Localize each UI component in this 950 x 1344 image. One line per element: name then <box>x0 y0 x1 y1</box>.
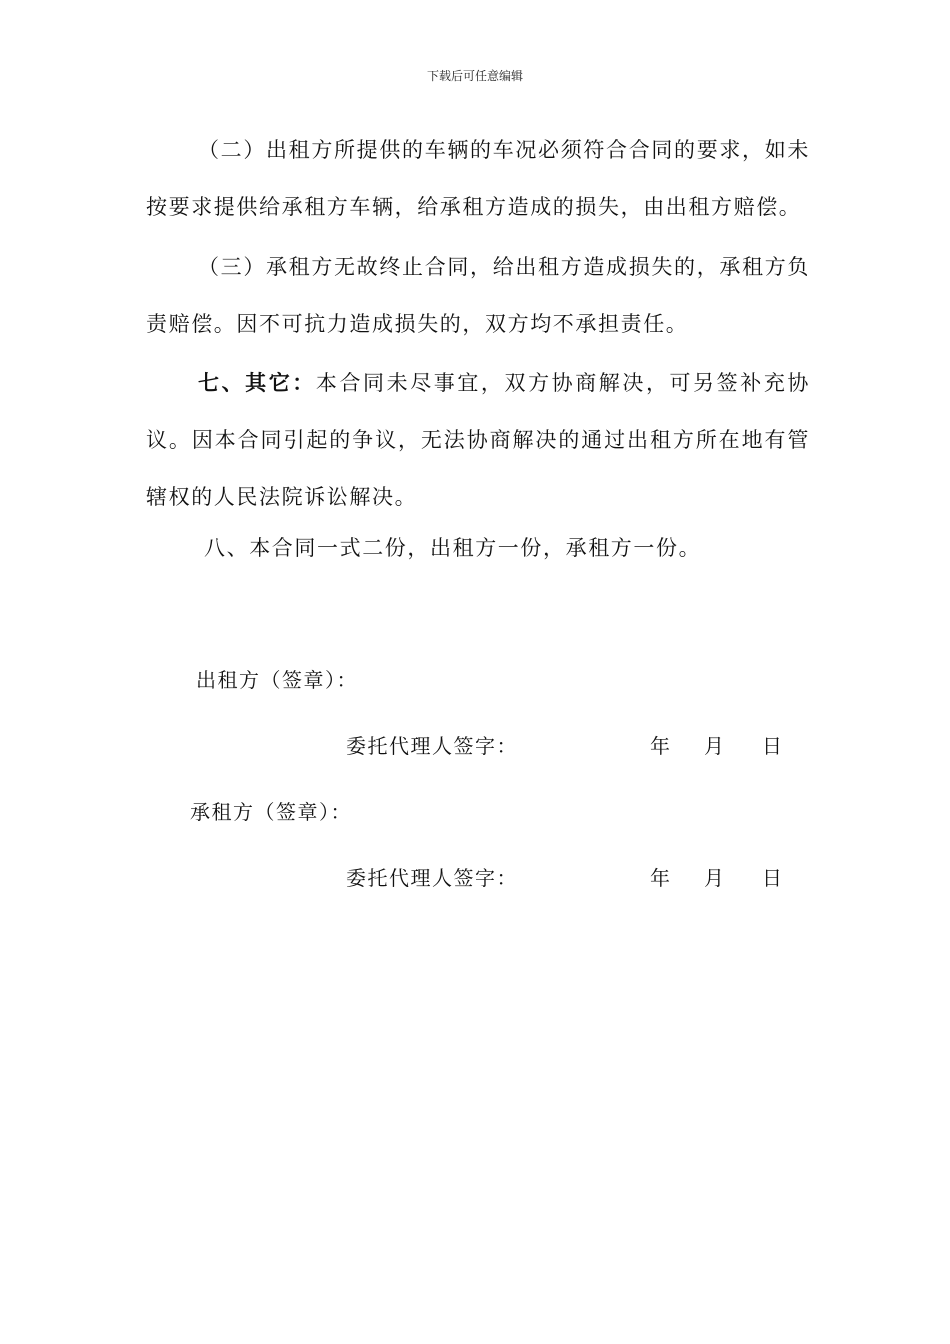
header-note: 下载后可任意编辑 <box>426 69 523 83</box>
clause-liability-3: （三）承租方无故终止合同，给出租方造成损失的，承租方负责赔偿。因不可抗力造成损失的，双方均不承担责任。 <box>146 255 810 336</box>
lessee-date-month: 月 <box>704 866 724 890</box>
lessee-date-day: 日 <box>762 866 782 890</box>
clause-liability-2: （二）出租方所提供的车辆的车况必须符合合同的要求，如未按要求提供给承租方车辆，给承租方造成的损失，由出租方赔偿。 <box>146 138 810 219</box>
clause-copies: 八、本合同一式二份，出租方一份，承租方一份。 <box>204 536 702 560</box>
lessee-agent-signature-label: 委托代理人签字： <box>346 866 518 890</box>
lessor-agent-signature-label: 委托代理人签字： <box>346 734 518 758</box>
clause-other <box>146 354 810 526</box>
lessor-signature-label: 出租方（签章）： <box>196 668 358 692</box>
clause-other-body: 本合同未尽事宜，双方协商解决，可另签补充协议。因本合同引起的争议，无法协商解决的通过出租方所在地有管辖权的人民法院诉讼解决。 <box>146 371 811 509</box>
lessor-date-month: 月 <box>704 734 724 758</box>
lessee-signature-label: 承租方（签章）： <box>190 800 352 824</box>
lessor-date-year: 年 <box>650 734 670 758</box>
lessor-date-day: 日 <box>762 734 782 758</box>
clause-other-title: 七、其它： <box>198 370 316 395</box>
lessee-date-year: 年 <box>650 866 670 890</box>
